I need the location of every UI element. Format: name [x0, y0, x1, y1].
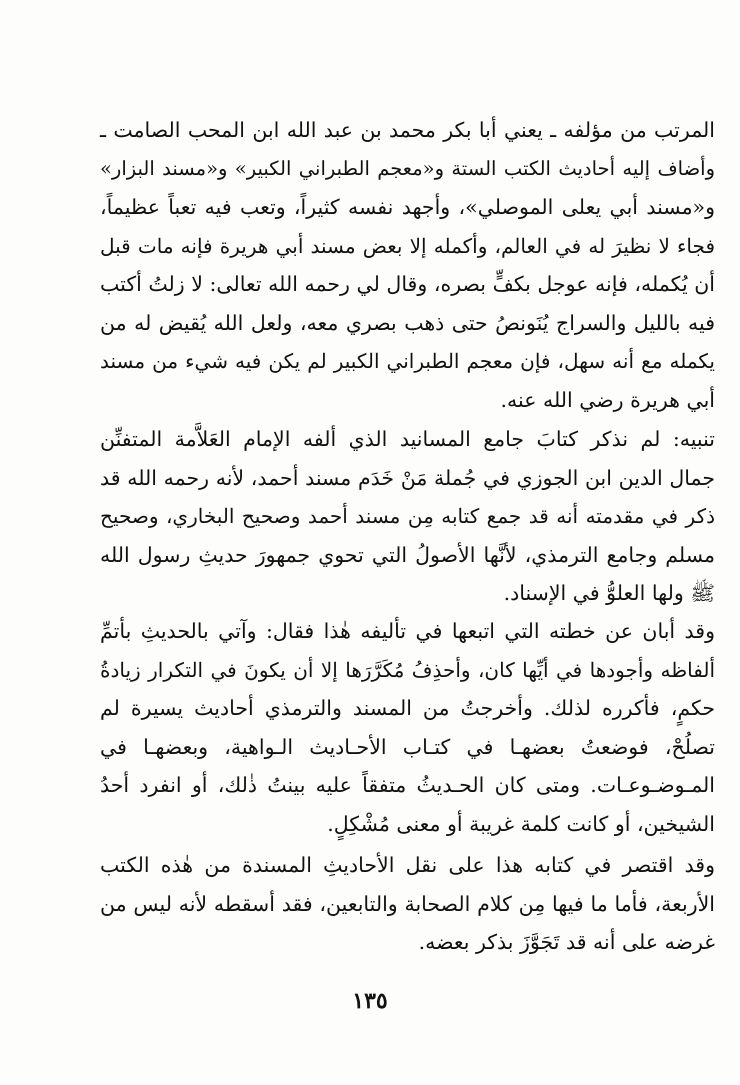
- text-line: وأضاف إليه أحاديث الكتب الستة و«معجم الطبراني الكبير» و«مسند البزار»: [100, 156, 715, 180]
- text-line: تنبيه: لم نذكر كتابَ جامع المسانيد الذي ألفه الإمام العَلاَّمة المتفنِّن: [100, 427, 715, 451]
- paragraph-3: [100, 612, 715, 843]
- paragraph-4: [100, 846, 715, 962]
- text-line: المـوضـوعـات. ومتى كان الحـديثُ متفقاً عليه بينتُ ذٰلك، أو انفرد أحدُ: [100, 773, 715, 797]
- text-line: غرضه على أنه قد تَجَوَّزَ بذكر بعضه.: [418, 930, 715, 954]
- text-line: ﷺ ولها العلوُّ في الإسناد.: [503, 581, 715, 605]
- text-line: الأربعة، فأما ما فيها مِن كلام الصحابة والتابعين، فقد أسقطه لأنه ليس من: [100, 891, 715, 916]
- text-line: مسلم وجامع الترمذي، لأنَّها الأصولُ التي تحوي جمهورَ حديثِ رسول الله: [100, 542, 715, 567]
- text-line: حكمٍ، فأكرره لذلك. وأخرجتُ من المسند والترمذي أحاديث يسيرة لم: [100, 696, 715, 720]
- text-line: جمال الدين ابن الجوزي في جُملة مَنْ خَدَم مسند أحمد، لأنه رحمه الله قد: [100, 465, 715, 490]
- text-line: يكمله مع أنه سهل، فإن معجم الطبراني الكبير لم يكن فيه شيء من مسند: [100, 349, 715, 373]
- text-line: المرتب من مؤلفه ـ يعني أبا بكر محمد بن عبد الله ابن المحب الصامت ـ: [100, 118, 715, 142]
- text-line: تصلُحْ، فوضعتُ بعضهـا في كتـاب الأحـاديث الـواهية، وبعضهـا في: [100, 734, 715, 759]
- text-line: أن يُكمله، فإنه عوجل بكفٍّ بصره، وقال لي رحمه الله تعالى: لا زلتُ أكتب: [100, 272, 715, 296]
- text-line: أبي هريرة رضي الله عنه.: [500, 387, 715, 412]
- paragraph-2: [100, 420, 715, 613]
- text-line: الشيخين، أو كانت كلمة غريبة أو معنى مُشْكِلٍ.: [327, 811, 715, 836]
- text-line: ذكر في مقدمته أنه قد جمع كتابه مِن مسند أحمد وصحيح البخاري، وصحيح: [100, 504, 715, 528]
- text-line: فجاء لا نظيرَ له في العالم، وأكمله إلا بعض مسند أبي هريرة فإنه مات قبل: [100, 233, 716, 258]
- text-line: فيه بالليل والسراج يُنَونصُ حتى ذهب بصري معه، ولعل الله يُقيض له من: [100, 310, 715, 335]
- text-line: ألفاظه وأجودها في أيِّها كان، وأحذِفُ مُكَرَّرَها إلا أن يكونَ في التكرار زيادةُ: [100, 657, 715, 682]
- text-line: وقد اقتصر في كتابه هذا على نقل الأحاديثِ المسندة من هٰذه الكتب: [100, 853, 715, 877]
- text-line: وقد أبان عن خطته التي اتبعها في تأليفه هٰذا فقال: وآتي بالحديثِ بأتمِّ: [100, 619, 715, 643]
- page-number: ١٣٥: [352, 988, 388, 1014]
- paragraph-1: [100, 111, 715, 419]
- text-line: و«مسند أبي يعلى الموصلي»، وأجهد نفسه كثيراً، وتعب فيه تعباً عظيماً،: [100, 195, 715, 219]
